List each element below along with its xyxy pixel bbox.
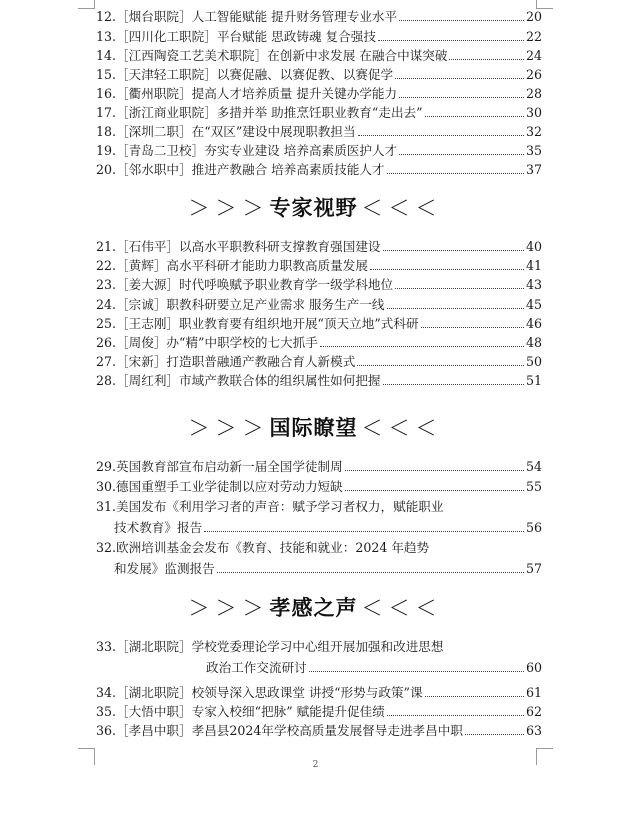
entry-title: ［深圳二职］在“双区”建设中展现职教担当: [116, 124, 356, 139]
entry-page: 57: [525, 561, 542, 576]
section-title: 国际瞭望: [269, 416, 358, 440]
entry-title: ［邻水职中］推进产教融合 培养高素质技能人才: [116, 162, 385, 177]
leader-dots: [399, 20, 524, 21]
entry-number: 23.: [96, 277, 117, 292]
entry-page: 43: [525, 277, 542, 292]
entry-page: 26: [525, 67, 542, 82]
page-number: 2: [312, 760, 319, 770]
entry-page: 41: [525, 258, 542, 273]
entry-title: ［烟台职院］人工智能赋能 提升财务管理专业水平: [116, 9, 398, 24]
entry-number: 36.: [96, 723, 117, 738]
entry-title-continued: 政治工作交流研讨: [206, 660, 307, 675]
section-title: 孝感之声: [269, 596, 358, 620]
entry-page: 48: [525, 335, 542, 350]
arrows-left-icon: ＜＜＜: [361, 416, 443, 440]
entry-page: 20: [525, 9, 542, 24]
entry-title: ［周红利］市域产教联合体的组织属性如何把握: [116, 373, 381, 388]
toc-entry-multiline[interactable]: [96, 537, 542, 579]
entry-page: 62: [525, 704, 542, 719]
entry-title: ［浙江商业职院］多措并举 助推烹饪职业教育“走出去”: [116, 105, 423, 120]
toc-entry-multiline[interactable]: [96, 636, 542, 678]
entry-number: 35.: [96, 704, 117, 719]
leader-dots: [395, 288, 524, 289]
entry-number: 21.: [96, 239, 117, 254]
entry-page: 51: [525, 373, 542, 388]
entry-page: 40: [525, 239, 542, 254]
arrows-left-icon: ＜＜＜: [361, 596, 443, 620]
entry-number: 33.: [96, 639, 117, 654]
entry-page: 37: [525, 162, 542, 177]
entry-number: 27.: [96, 354, 117, 369]
entry-page: 22: [525, 29, 542, 44]
toc-entry[interactable]: [96, 2, 542, 24]
entry-title-continued: 技术教育》报告: [114, 520, 203, 535]
entry-title: 德国重塑手工业学徒制以应对劳动力短缺: [116, 479, 343, 494]
toc-entry-multiline[interactable]: [96, 496, 542, 538]
entry-title: 英国教育部宣布启动新一届全国学徒制周: [116, 459, 343, 474]
entry-title: ［四川化工职院］平台赋能 思政铸魂 复合强技: [116, 29, 376, 44]
entry-title: ［黄辉］高水平科研才能助力职教高质量发展: [116, 258, 368, 273]
entry-title: ［湖北职院］校领导深入思政课堂 讲授“形势与政策”课: [116, 685, 423, 700]
entry-title: ［周俊］办“精”中职学校的七大抓手: [116, 335, 318, 350]
entry-number: 22.: [96, 258, 117, 273]
entry-title-continued: 和发展》监测报告: [114, 561, 215, 576]
leader-dots: [387, 173, 524, 174]
entry-title: ［孝昌中职］孝昌县2024年学校高质量发展督导走进孝昌中职: [116, 723, 463, 738]
entry-number: 32.: [96, 540, 117, 555]
entry-number: 16.: [96, 86, 117, 101]
entry-number: 18.: [96, 124, 117, 139]
entry-title: 欧洲培训基金会发布《教育、技能和就业：2024 年趋势: [116, 540, 430, 555]
entry-number: 26.: [96, 335, 117, 350]
entry-page: 56: [525, 520, 542, 535]
entry-page: 24: [525, 48, 542, 63]
entry-number: 14.: [96, 48, 117, 63]
toc-entry[interactable]: [96, 452, 542, 474]
entry-title: ［衢州职院］提高人才培养质量 提升关键办学能力: [116, 86, 398, 101]
entry-page: 46: [525, 316, 542, 331]
entry-number: 24.: [96, 297, 117, 312]
entry-title: ［宗诚］职教科研要立足产业需求 服务生产一线: [116, 297, 385, 312]
leader-dots: [217, 572, 524, 573]
entry-page: 54: [525, 459, 542, 474]
entry-page: 30: [525, 105, 542, 120]
entry-page: 28: [525, 86, 542, 101]
section-title: 专家视野: [269, 196, 358, 220]
entry-page: 60: [525, 660, 542, 675]
leader-dots: [383, 384, 524, 385]
entry-page: 50: [525, 354, 542, 369]
entry-page: 45: [525, 297, 542, 312]
entry-title: ［大悟中职］专家入校细“把脉” 赋能提升促佳绩: [116, 704, 385, 719]
leader-dots: [465, 734, 524, 735]
entry-number: 13.: [96, 29, 117, 44]
entry-number: 34.: [96, 685, 117, 700]
entry-title: ［王志刚］职业教育要有组织地开展“顶天立地”式科研: [116, 316, 419, 331]
section-heading-xiaogan: [0, 592, 631, 622]
entry-number: 19.: [96, 143, 117, 158]
toc-entry[interactable]: [96, 270, 542, 292]
entry-number: 25.: [96, 316, 117, 331]
entry-title: ［江西陶瓷工艺美术职院］在创新中求发展 在融合中谋突破: [116, 48, 448, 63]
entry-title: ［姜大源］时代呼唤赋予职业教育学一级学科地位: [116, 277, 394, 292]
arrows-right-icon: ＞＞＞: [188, 596, 270, 620]
entry-page: 32: [525, 124, 542, 139]
entry-page: 63: [525, 723, 542, 738]
toc-entry[interactable]: [96, 155, 542, 177]
leader-dots: [309, 671, 524, 672]
entry-title: ［石伟平］以高水平职教科研支撑教育强国建设: [116, 239, 381, 254]
leader-dots: [345, 470, 524, 471]
entry-number: 31.: [96, 499, 117, 514]
entry-number: 28.: [96, 373, 117, 388]
arrows-left-icon: ＜＜＜: [361, 196, 443, 220]
entry-page: 35: [525, 143, 542, 158]
entry-number: 30.: [96, 479, 117, 494]
entry-title: 美国发布《利用学习者的声音：赋予学习者权力，赋能职业: [116, 499, 444, 514]
crop-mark-top-left: [78, 0, 95, 9]
entry-number: 12.: [96, 9, 117, 24]
arrows-right-icon: ＞＞＞: [188, 196, 270, 220]
section-heading-expert: [0, 192, 631, 222]
entry-page: 61: [525, 685, 542, 700]
entry-title: ［天津轻工职院］以赛促融、以赛促教、以赛促学: [116, 67, 394, 82]
toc-entry[interactable]: [96, 716, 542, 738]
entry-number: 29.: [96, 459, 117, 474]
entry-number: 17.: [96, 105, 117, 120]
entry-number: 15.: [96, 67, 117, 82]
entry-title: ［青岛二卫校］夯实专业建设 培养高素质医护人才: [116, 143, 398, 158]
arrows-right-icon: ＞＞＞: [188, 416, 270, 440]
leader-dots: [204, 531, 524, 532]
section-heading-international: [0, 412, 631, 442]
toc-entry[interactable]: [96, 366, 542, 388]
leader-dots: [345, 490, 524, 491]
entry-page: 55: [525, 479, 542, 494]
entry-title: ［湖北职院］学校党委理论学习中心组开展加强和改进思想: [116, 639, 444, 654]
toc-entry[interactable]: [96, 472, 542, 494]
entry-number: 20.: [96, 162, 117, 177]
entry-title: ［宋新］打造职普融通产教融合育人新模式: [116, 354, 356, 369]
